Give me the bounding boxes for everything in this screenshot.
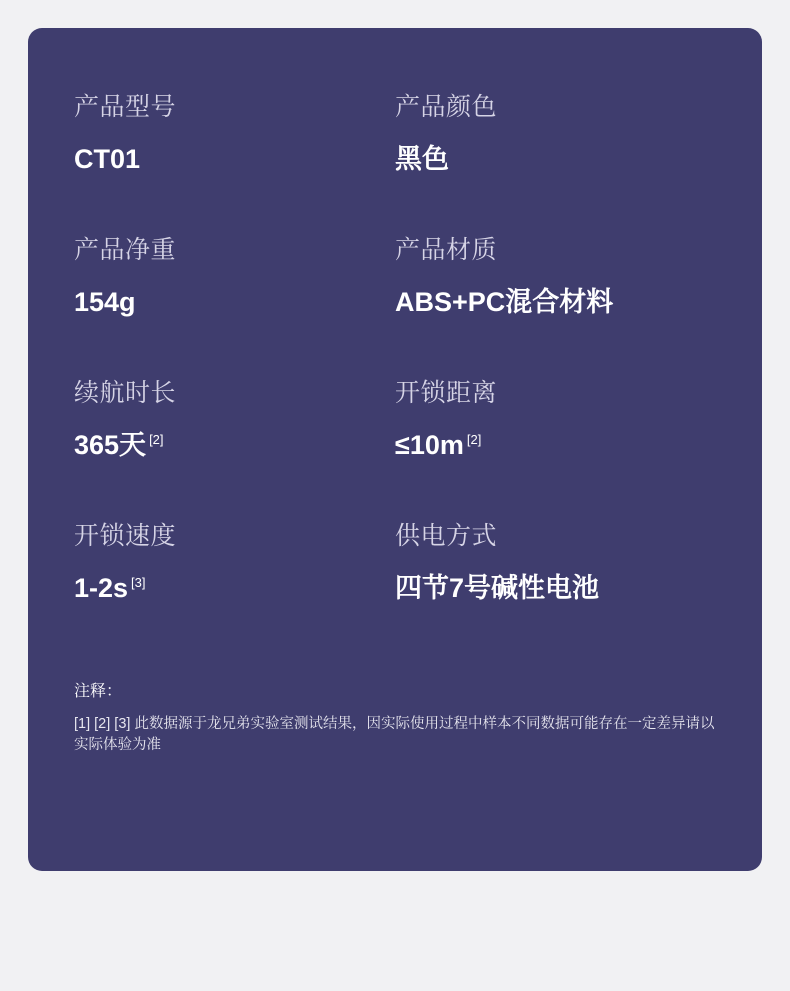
spec-item-product-color xyxy=(395,90,716,175)
spec-value xyxy=(74,567,395,604)
spec-value xyxy=(395,138,716,175)
spec-value-footnote: [2] xyxy=(466,432,482,447)
spec-value-text: 1-2s xyxy=(74,573,129,603)
spec-item-material xyxy=(395,233,716,318)
notes-title: 注释： xyxy=(74,683,123,700)
spec-label: 开锁距离 xyxy=(395,379,498,407)
spec-value-text: ABS+PC混合材料 xyxy=(395,287,614,317)
spec-value-text: 365天 xyxy=(74,430,147,460)
spec-item-net-weight xyxy=(74,233,395,318)
spec-item-unlock-distance xyxy=(395,376,716,461)
spec-value xyxy=(395,424,716,461)
spec-grid xyxy=(74,90,716,604)
product-spec-card xyxy=(28,28,762,871)
spec-label: 产品型号 xyxy=(74,93,177,121)
spec-value-text: 154g xyxy=(74,287,136,317)
spec-label: 产品颜色 xyxy=(395,93,498,121)
spec-label: 续航时长 xyxy=(74,379,177,407)
spec-value-footnote: [3] xyxy=(131,575,146,590)
spec-value xyxy=(395,567,716,604)
spec-value xyxy=(74,138,395,175)
spec-value-text: CT01 xyxy=(74,144,141,174)
spec-item-battery-life xyxy=(74,376,395,461)
spec-value-text: 黑色 xyxy=(395,144,449,174)
spec-value xyxy=(74,424,395,461)
notes-section xyxy=(74,680,716,756)
spec-item-power-supply xyxy=(395,519,716,604)
spec-value-text: 四节7号碱性电池 xyxy=(395,573,600,603)
spec-label: 产品材质 xyxy=(395,236,498,264)
spec-label: 产品净重 xyxy=(74,236,177,264)
notes-body: [1] [2] [3] 此数据源于龙兄弟实验室测试结果，因实际使用过程中样本不同数据可能存在一定差异请以实际体验为准 xyxy=(74,716,715,753)
spec-item-product-model xyxy=(74,90,395,175)
spec-value xyxy=(395,281,716,318)
spec-label: 供电方式 xyxy=(395,522,498,550)
spec-item-unlock-speed xyxy=(74,519,395,604)
spec-value-text: ≤10m xyxy=(395,430,464,460)
spec-label: 开锁速度 xyxy=(74,522,177,550)
spec-value-footnote: [2] xyxy=(149,432,164,447)
spec-value xyxy=(74,281,395,318)
